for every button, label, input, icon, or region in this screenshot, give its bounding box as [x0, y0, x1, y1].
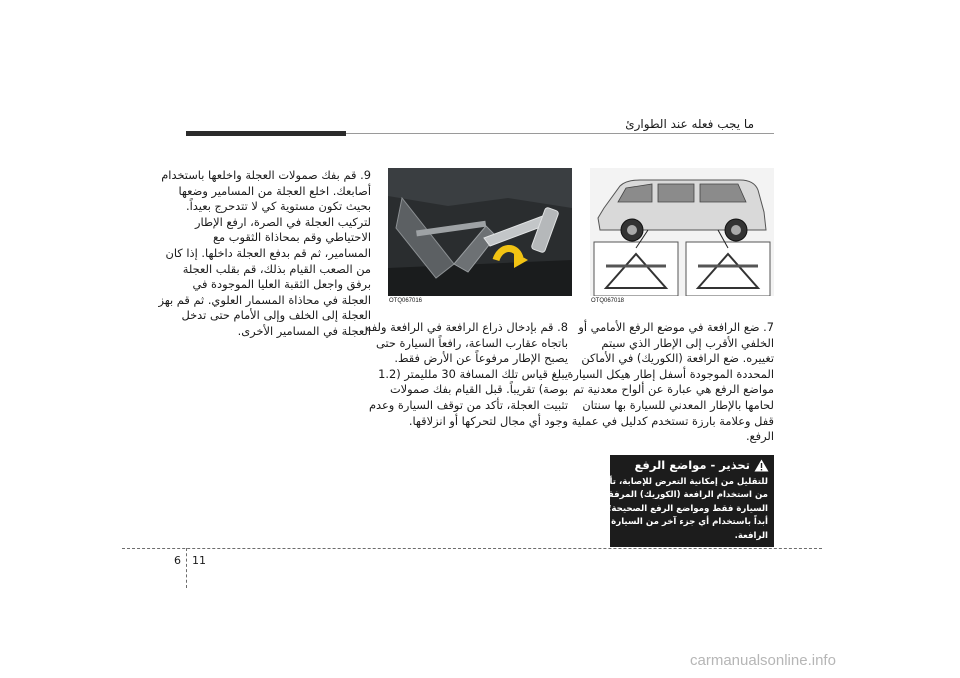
step-8-line: تثبيت العجلة، تأكد من توقف السيارة وعدم: [368, 397, 568, 412]
figure-caption-left: OTQ067016: [389, 298, 423, 304]
step-8-line: يبلغ قياس تلك المسافة 30 ملليمتر (1.2: [378, 366, 568, 381]
step-7-line: مواضع الرفع هي عبارة عن ألواح معدنية تم: [573, 382, 774, 397]
header-rule-dark: [186, 131, 346, 136]
warning-box: [579, 455, 774, 547]
step-7-line: 7. ضع الرافعة في موضع الرفع الأمامي أو: [578, 320, 774, 334]
step-7-text: [564, 320, 774, 445]
warning-body: [579, 476, 768, 543]
jack-handle-drawing: [388, 168, 572, 296]
step-9-line: 9. قم بفك صمولات العجلة واخلعها باستخدام: [161, 168, 371, 182]
step-7-line: تغييره. ضع الرافعة (الكوريك) في الأماكن: [581, 351, 774, 366]
step-9-text: [158, 168, 371, 340]
warning-line: أبداً باستخدام أي جزء آخر من السيارة لدعم: [587, 517, 768, 528]
footer-divider: [186, 548, 187, 588]
header-rule-light: [346, 133, 774, 134]
step-9-line: من الصعب القيام بذلك، قم بقلب العجلة: [182, 261, 371, 276]
step-8-line: وجود أي مجال لتحركها أو انزلاقها.: [408, 413, 568, 428]
step-7-line: لحامها بالإطار المعدني للسيارة بها سنتان: [582, 397, 774, 412]
step-8-text: [366, 320, 568, 429]
step-8-line: 8. قم بإدخال ذراع الرافعة في الرافعة ولفه: [365, 320, 568, 334]
page-number: 11: [192, 554, 206, 567]
step-9-line: بحيث تكون مستوية كي لا تتدحرج بعيداً.: [186, 199, 371, 214]
van-jack-points-drawing: [590, 168, 774, 296]
chapter-number: 6: [174, 554, 181, 567]
step-8-line: يصبح الإطار مرفوعاً عن الأرض فقط.: [394, 351, 568, 366]
step-9-line: لتركيب العجلة في الصرة، ارفع الإطار: [195, 214, 371, 229]
figure-caption-right: OTQ067018: [591, 298, 625, 304]
step-9-line: برفق واجعل الثقبة العليا الموجودة في: [192, 277, 371, 292]
warning-line: السيارة فقط ومواضع الرفع الصحيحة؛ لا تقم: [579, 503, 768, 514]
step-9-line: العجلة إلى الخلف وإلى الأمام حتى تدخل: [181, 308, 371, 323]
warning-triangle-icon: [754, 459, 769, 472]
step-7-line: قفل وعلامة بارزة تستخدم كدليل في عملية: [571, 413, 774, 428]
watermark-text: carmanualsonline.info: [690, 652, 836, 669]
warning-line: للتقليل من إمكانية التعرض للإصابة، تأكد: [599, 477, 768, 487]
step-7-line: الخلفي الأقرب إلى الإطار الذي سيتم: [601, 335, 774, 350]
step-9-line: المسامير، ثم قم بدفع العجلة داخلها. إذا كان: [165, 245, 371, 260]
step-8-line: بوصة) تقريباً. قبل القيام بفك صمولات: [389, 382, 568, 397]
jack-handle-illustration: [388, 168, 572, 296]
step-9-line: العجلة في المسامير الأخرى.: [237, 323, 371, 338]
page-header-title: ما يجب فعله عند الطوارئ: [625, 117, 754, 131]
warning-title: تحذير - مواضع الرفع: [634, 458, 750, 472]
footer-rule: [122, 548, 822, 549]
step-9-line: الاحتياطي وقم بمحاذاة الثقوب مع: [212, 230, 371, 245]
step-7-line: المحددة الموجودة أسفل إطار هيكل السيارة.: [563, 366, 774, 381]
warning-line: من استخدام الرافعة (الكوريك) المرفقة مع: [588, 490, 768, 501]
warning-line: الرافعة.: [734, 530, 768, 541]
jack-points-illustration: [590, 168, 774, 296]
step-9-line: العجلة في محاذاة المسمار العلوي. ثم قم بهز: [158, 292, 371, 307]
step-9-line: أصابعك. اخلع العجلة من المسامير وضعها: [178, 183, 371, 198]
step-8-line: باتجاه عقارب الساعة، رافعاً السيارة حتى: [375, 335, 568, 350]
step-7-line: الرفع.: [745, 429, 774, 444]
